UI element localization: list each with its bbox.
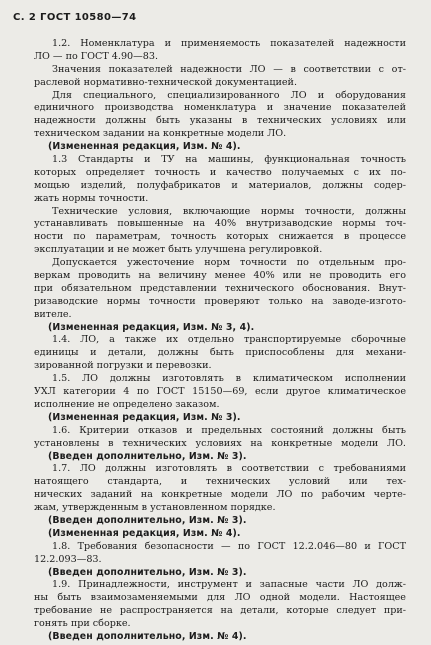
- text-line: Технические условия, включающие нормы точности, должны: [52, 205, 406, 217]
- text-line: Значения показателей надежности ЛО — в соответствии с от-: [52, 63, 406, 75]
- text-line: 1.6. Критерии отказов и предельных состояний должны быть: [52, 424, 406, 436]
- text-line: нических заданий на конкретные модели ЛО по рабочим черте-: [34, 489, 406, 501]
- text-line: 1.8. Требования безопасности — по ГОСТ 12.2.046—80 и ГОСТ: [52, 540, 406, 552]
- document-body: [34, 38, 406, 644]
- amendment-note: (Измененная редакция, Изм. № 3).: [48, 411, 241, 423]
- amendment-note: (Измененная редакция, Изм. № 4).: [48, 527, 241, 539]
- text-line: УХЛ категории 4 по ГОСТ 15150—69, если другое климатическое: [34, 386, 406, 398]
- text-line: надежности должны быть указаны в технических условиях или: [34, 115, 406, 127]
- text-line: 1.2. Номенклатура и применяемость показателей надежности: [52, 38, 406, 49]
- text-line: 12.2.093—83.: [34, 553, 102, 565]
- text-line: 1.4. ЛО, а также их отдельно транспортируемые сборочные: [52, 334, 406, 346]
- text-line: вителе.: [34, 308, 72, 320]
- text-line: 1.3 Стандарты и ТУ на машины, функциональная точность: [52, 154, 406, 166]
- text-line: 1.5. ЛО должны изготовлять в климатическом исполнении: [52, 373, 406, 385]
- text-line: жам, утвержденным в установленном порядке.: [34, 502, 276, 514]
- text-line: мощью изделий, полуфабрикатов и материалов, должны содер-: [34, 179, 406, 191]
- amendment-note: (Введен дополнительно, Изм. № 3).: [48, 514, 247, 526]
- text-line: требование не распространяется на детали, которые следует при-: [34, 605, 406, 617]
- text-line: техническом задании на конкретные модели ЛО.: [34, 128, 287, 140]
- text-line: установлены в технических условиях на конкретные модели ЛО.: [34, 437, 406, 449]
- text-line: эксплуатации и не может быть улучшена регулировкой.: [34, 244, 323, 256]
- text-line: исполнение не определено заказом.: [34, 398, 220, 410]
- text-line: единичного производства номенклатура и значение показателей: [34, 102, 406, 114]
- text-line: Для специального, специализированного ЛО и оборудования: [52, 89, 406, 101]
- text-line: натоящего стандарта, и технических условий или тех-: [34, 476, 406, 488]
- text-line: веркам проводить на величину менее 40% или не проводить его: [34, 270, 406, 282]
- text-line: зированной погрузки и перевозки.: [34, 360, 212, 372]
- amendment-note: (Введен дополнительно, Изм. № 3).: [48, 450, 247, 462]
- amendment-note: (Измененная редакция, Изм. № 3, 4).: [48, 321, 255, 333]
- text-line: гонять при сборке.: [34, 618, 131, 630]
- text-line: единицы и детали, должны быть приспособлены для механи-: [34, 347, 406, 359]
- amendment-note: (Введен дополнительно, Изм. № 4).: [48, 630, 247, 642]
- text-line: устанавливать повышенные на 40% внутризаводские нормы точ-: [34, 218, 406, 230]
- page-header: С. 2 ГОСТ 10580—74: [13, 12, 137, 23]
- text-line: жать нормы точности.: [34, 192, 149, 204]
- amendment-note: (Измененная редакция, Изм. № 4).: [48, 141, 241, 153]
- text-line: 1.7. ЛО должны изготовлять в соответствии с требованиями: [52, 463, 406, 475]
- text-line: ризаводские нормы точности проверяют только на заводе-изгото-: [34, 295, 406, 307]
- text-line: при обязательном представлении технического обоснования. Внут-: [34, 282, 406, 294]
- text-line: ности по параметрам, точность которых снижается в процессе: [34, 231, 406, 243]
- text-line: раслевой нормативно-технической документацией.: [34, 76, 297, 88]
- text-line: ны быть взаимозаменяемыми для ЛО одной модели. Настоящее: [34, 592, 406, 604]
- text-line: Допускается ужесточение норм точности по отдельным про-: [52, 257, 406, 269]
- text-line: которых определяет точность и качество получаемых с их по-: [34, 166, 406, 178]
- amendment-note: (Введен дополнительно, Изм. № 3).: [48, 566, 247, 578]
- text-line: 1.9. Принадлежности, инструмент и запасные части ЛО долж-: [52, 579, 406, 591]
- text-line: ЛО — по ГОСТ 4.90—83.: [34, 50, 159, 62]
